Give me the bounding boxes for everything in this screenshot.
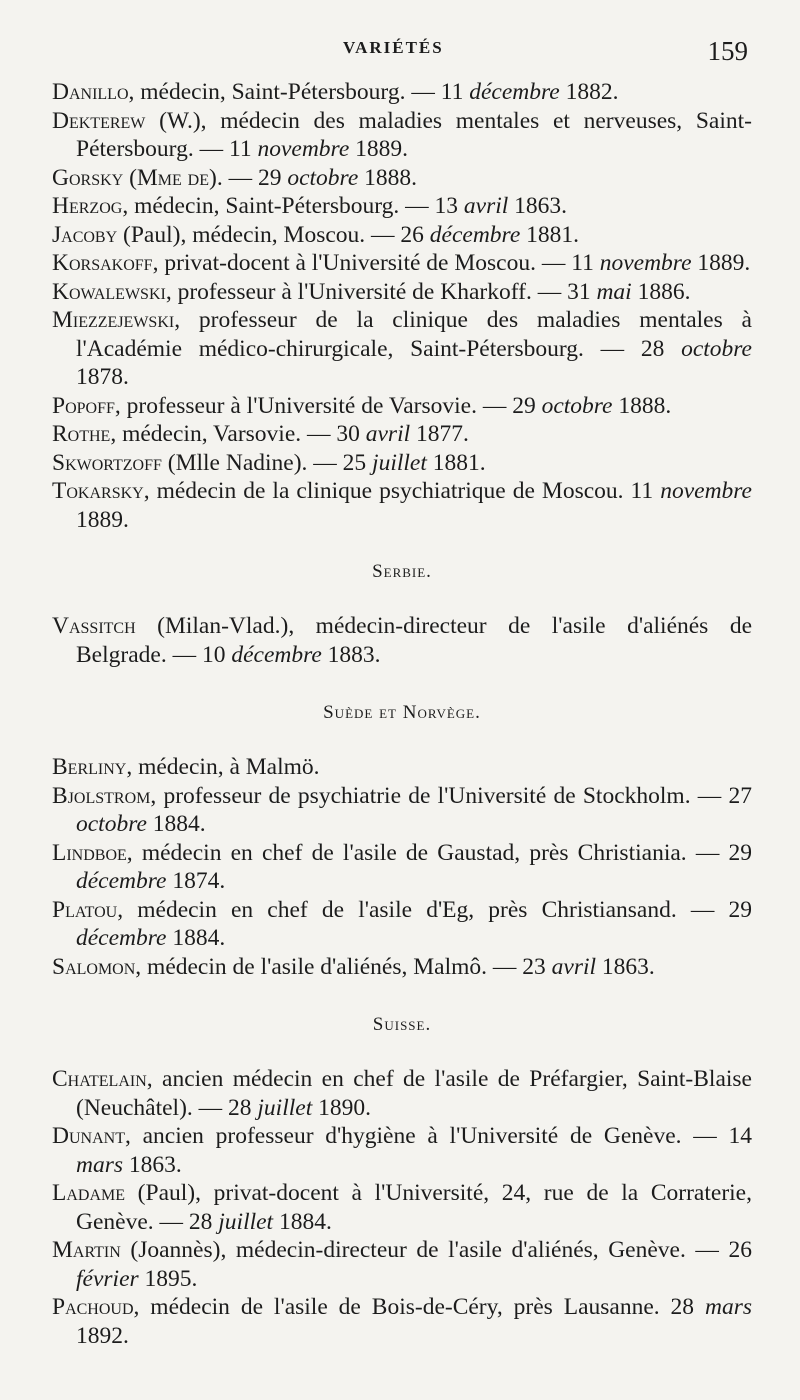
entry-name: Herzog bbox=[52, 193, 123, 219]
entry-date: décembre bbox=[76, 868, 167, 894]
entry-tail: 1882. bbox=[559, 79, 619, 105]
entry-tail: 1881. bbox=[426, 449, 486, 476]
entry-text: , médecin, à Malmö. bbox=[126, 754, 320, 780]
list-item bbox=[52, 1179, 752, 1236]
entry-date: octobre bbox=[681, 335, 752, 362]
entry-tail: 1884. bbox=[166, 925, 226, 951]
entry-name: Rothe bbox=[52, 421, 111, 447]
entry-name: Skwortzoff bbox=[52, 449, 162, 476]
list-item bbox=[52, 753, 752, 782]
list-item bbox=[52, 1293, 752, 1350]
section-russia-list bbox=[52, 78, 752, 534]
entry-name: Miezzejewski bbox=[52, 307, 175, 333]
list-item bbox=[52, 278, 752, 307]
entry-text: (Paul), médecin, Moscou. — 26 bbox=[117, 221, 430, 248]
entry-date: juillet bbox=[372, 449, 427, 476]
list-item bbox=[52, 1065, 752, 1122]
entry-name: Pachoud bbox=[52, 1294, 134, 1320]
entry-tail: 1883. bbox=[321, 641, 381, 668]
entry-tail: 1892. bbox=[76, 1322, 129, 1349]
entry-name: Tokarsky bbox=[52, 478, 144, 504]
section-spacer bbox=[52, 669, 752, 699]
entry-name: Danillo bbox=[52, 79, 129, 105]
entry-name: Platou bbox=[52, 896, 118, 923]
section-spacer bbox=[52, 981, 752, 1011]
entry-date: avril bbox=[551, 953, 597, 980]
entry-date: mars bbox=[704, 1294, 752, 1320]
list-item bbox=[52, 392, 752, 421]
entry-text: , médecin de la clinique psychiatrique de Moscou. 11 bbox=[143, 478, 661, 504]
entry-tail: 1890. bbox=[312, 1094, 371, 1121]
section-spacer bbox=[52, 1039, 752, 1065]
entry-name: Dekterew bbox=[52, 107, 146, 134]
section-title-serbie: Serbie. bbox=[372, 561, 432, 582]
entry-name: Berliny bbox=[52, 754, 127, 780]
entry-name: Lindboe bbox=[52, 839, 127, 866]
entry-text: , privat-docent à l'Université de Moscou. — 11 bbox=[152, 250, 600, 276]
entry-name: Korsakoff bbox=[52, 250, 153, 276]
entry-tail: 1888. bbox=[612, 392, 672, 419]
section-title-suisse: Suisse. bbox=[372, 1014, 432, 1035]
list-item bbox=[52, 107, 752, 164]
entry-name: Jacoby bbox=[52, 221, 118, 248]
entry-text: , ancien professeur d'hygiène à l'Université de Genève. — 14 bbox=[124, 1123, 752, 1149]
entry-text: , médecin, Varsovie. — 30 bbox=[110, 421, 366, 447]
entry-text: . — 29 bbox=[216, 164, 288, 191]
entry-tail: 1878. bbox=[76, 364, 129, 390]
entry-text: , médecin de l'asile d'aliénés, Malmô. — 23 bbox=[135, 953, 552, 980]
section-spacer bbox=[52, 727, 752, 753]
entry-tail: 1881. bbox=[520, 221, 580, 248]
entry-name: Martin bbox=[52, 1237, 121, 1263]
entry-tail: 1888. bbox=[358, 164, 418, 191]
list-item bbox=[52, 896, 752, 953]
entry-text: , médecin de l'asile de Bois-de-Céry, près Lausanne. 28 bbox=[133, 1294, 705, 1320]
entry-text: , médecin, Saint-Pétersbourg. — 11 bbox=[128, 79, 470, 105]
entry-name: Popoff bbox=[52, 392, 115, 419]
entry-text: , professeur de psychiatrie de l'Université de Stockholm. — 27 bbox=[150, 782, 752, 809]
section-suisse-list bbox=[52, 1065, 752, 1350]
list-item bbox=[52, 782, 752, 839]
entry-text: , professeur à l'Université de Kharkoff. — 31 bbox=[165, 278, 597, 305]
entry-date: novembre bbox=[257, 136, 350, 162]
list-item bbox=[52, 164, 752, 193]
entry-text: (W.), médecin des maladies mentales et nerveuses, Saint-Pétersbourg. — 11 bbox=[76, 107, 752, 162]
list-item bbox=[52, 420, 752, 449]
entry-tail: 1889. bbox=[76, 506, 129, 533]
entry-text: (Milan-Vlad.), médecin-directeur de l'asile d'aliénés de Belgrade. — 10 bbox=[76, 613, 752, 668]
section-spacer bbox=[52, 534, 752, 558]
entry-tail: 1863. bbox=[596, 953, 655, 980]
entry-date: avril bbox=[463, 193, 509, 219]
entry-text: , professeur de la clinique des maladies mentales à l'Académie médico-chirurgicale, Saint-Pétersbourg. — 28 bbox=[76, 307, 752, 362]
entry-name: Vassitch bbox=[52, 613, 136, 639]
list-item bbox=[52, 1122, 752, 1179]
entry-date: décembre bbox=[76, 925, 167, 951]
list-item bbox=[52, 221, 752, 250]
entry-date: avril bbox=[365, 421, 411, 447]
entry-date: juillet bbox=[218, 1208, 274, 1235]
page-number: 159 bbox=[707, 36, 748, 66]
list-item bbox=[52, 839, 752, 896]
page-header bbox=[0, 36, 800, 76]
entry-name: Dunant bbox=[52, 1123, 125, 1149]
entry-tail: 1889. bbox=[691, 250, 751, 276]
entry-date: février bbox=[76, 1265, 139, 1292]
entry-date: octobre bbox=[541, 392, 613, 419]
list-item bbox=[52, 78, 752, 107]
entry-name: Chatelain bbox=[52, 1066, 147, 1092]
entry-date: mai bbox=[596, 278, 632, 305]
entry-name: Kowalewski bbox=[52, 278, 166, 305]
entry-text: (Mlle Nadine). — 25 bbox=[161, 449, 373, 476]
section-title-suede-norvege: Suède et Norvège. bbox=[323, 702, 481, 723]
entry-text: , médecin en chef de l'asile de Gaustad, près Christiania. — 29 bbox=[126, 839, 752, 866]
entry-date: décembre bbox=[429, 221, 521, 248]
entry-date: octobre bbox=[287, 164, 359, 191]
entry-text: (Joannès), médecin-directeur de l'asile d'aliénés, Genève. — 26 bbox=[120, 1237, 752, 1263]
section-spacer bbox=[52, 586, 752, 612]
entry-date: mars bbox=[76, 1151, 124, 1178]
list-item bbox=[52, 1236, 752, 1293]
entry-tail: 1877. bbox=[410, 421, 469, 447]
entry-date: octobre bbox=[76, 811, 147, 837]
entry-date: novembre bbox=[660, 478, 752, 504]
list-item bbox=[52, 953, 752, 982]
entry-date: décembre bbox=[469, 79, 560, 105]
entry-name: Salomon bbox=[52, 953, 136, 980]
entry-text: , ancien médecin en chef de l'asile de Préfargier, Saint-Blaise (Neuchâtel). — 28 bbox=[76, 1066, 752, 1121]
entry-tail: 1884. bbox=[146, 811, 206, 837]
section-serbie-list bbox=[52, 612, 752, 669]
entry-name: Bjolstrom bbox=[52, 782, 151, 809]
entry-date: juillet bbox=[257, 1094, 313, 1121]
entry-text: , médecin en chef de l'asile d'Eg, près Christiansand. — 29 bbox=[117, 896, 752, 923]
list-item bbox=[52, 612, 752, 669]
list-item bbox=[52, 192, 752, 221]
entry-text: , professeur à l'Université de Varsovie. — 29 bbox=[114, 392, 542, 419]
entry-tail: 1874. bbox=[166, 868, 226, 894]
list-item bbox=[52, 249, 752, 278]
entry-text: , médecin, Saint-Pétersbourg. — 13 bbox=[122, 193, 464, 219]
page-content bbox=[52, 78, 752, 1350]
entry-tail: 1863. bbox=[123, 1151, 182, 1178]
entry-name: Ladame bbox=[52, 1180, 126, 1206]
entry-tail: 1863. bbox=[508, 193, 568, 219]
list-item bbox=[52, 306, 752, 392]
entry-tail: 1886. bbox=[631, 278, 691, 305]
list-item bbox=[52, 449, 752, 478]
entry-tail: 1895. bbox=[138, 1265, 198, 1292]
list-item bbox=[52, 477, 752, 534]
entry-date: novembre bbox=[599, 250, 692, 276]
entry-text: (Paul), privat-docent à l'Université, 24, rue de la Corraterie, Genève. — 28 bbox=[76, 1180, 752, 1235]
entry-tail: 1889. bbox=[349, 136, 409, 162]
running-head: VARIÉTÉS bbox=[343, 38, 444, 57]
entry-date: décembre bbox=[231, 641, 322, 668]
entry-tail: 1884. bbox=[273, 1208, 332, 1235]
entry-name: Gorsky (Mme de) bbox=[52, 164, 217, 191]
section-suede-norvege-list bbox=[52, 753, 752, 981]
